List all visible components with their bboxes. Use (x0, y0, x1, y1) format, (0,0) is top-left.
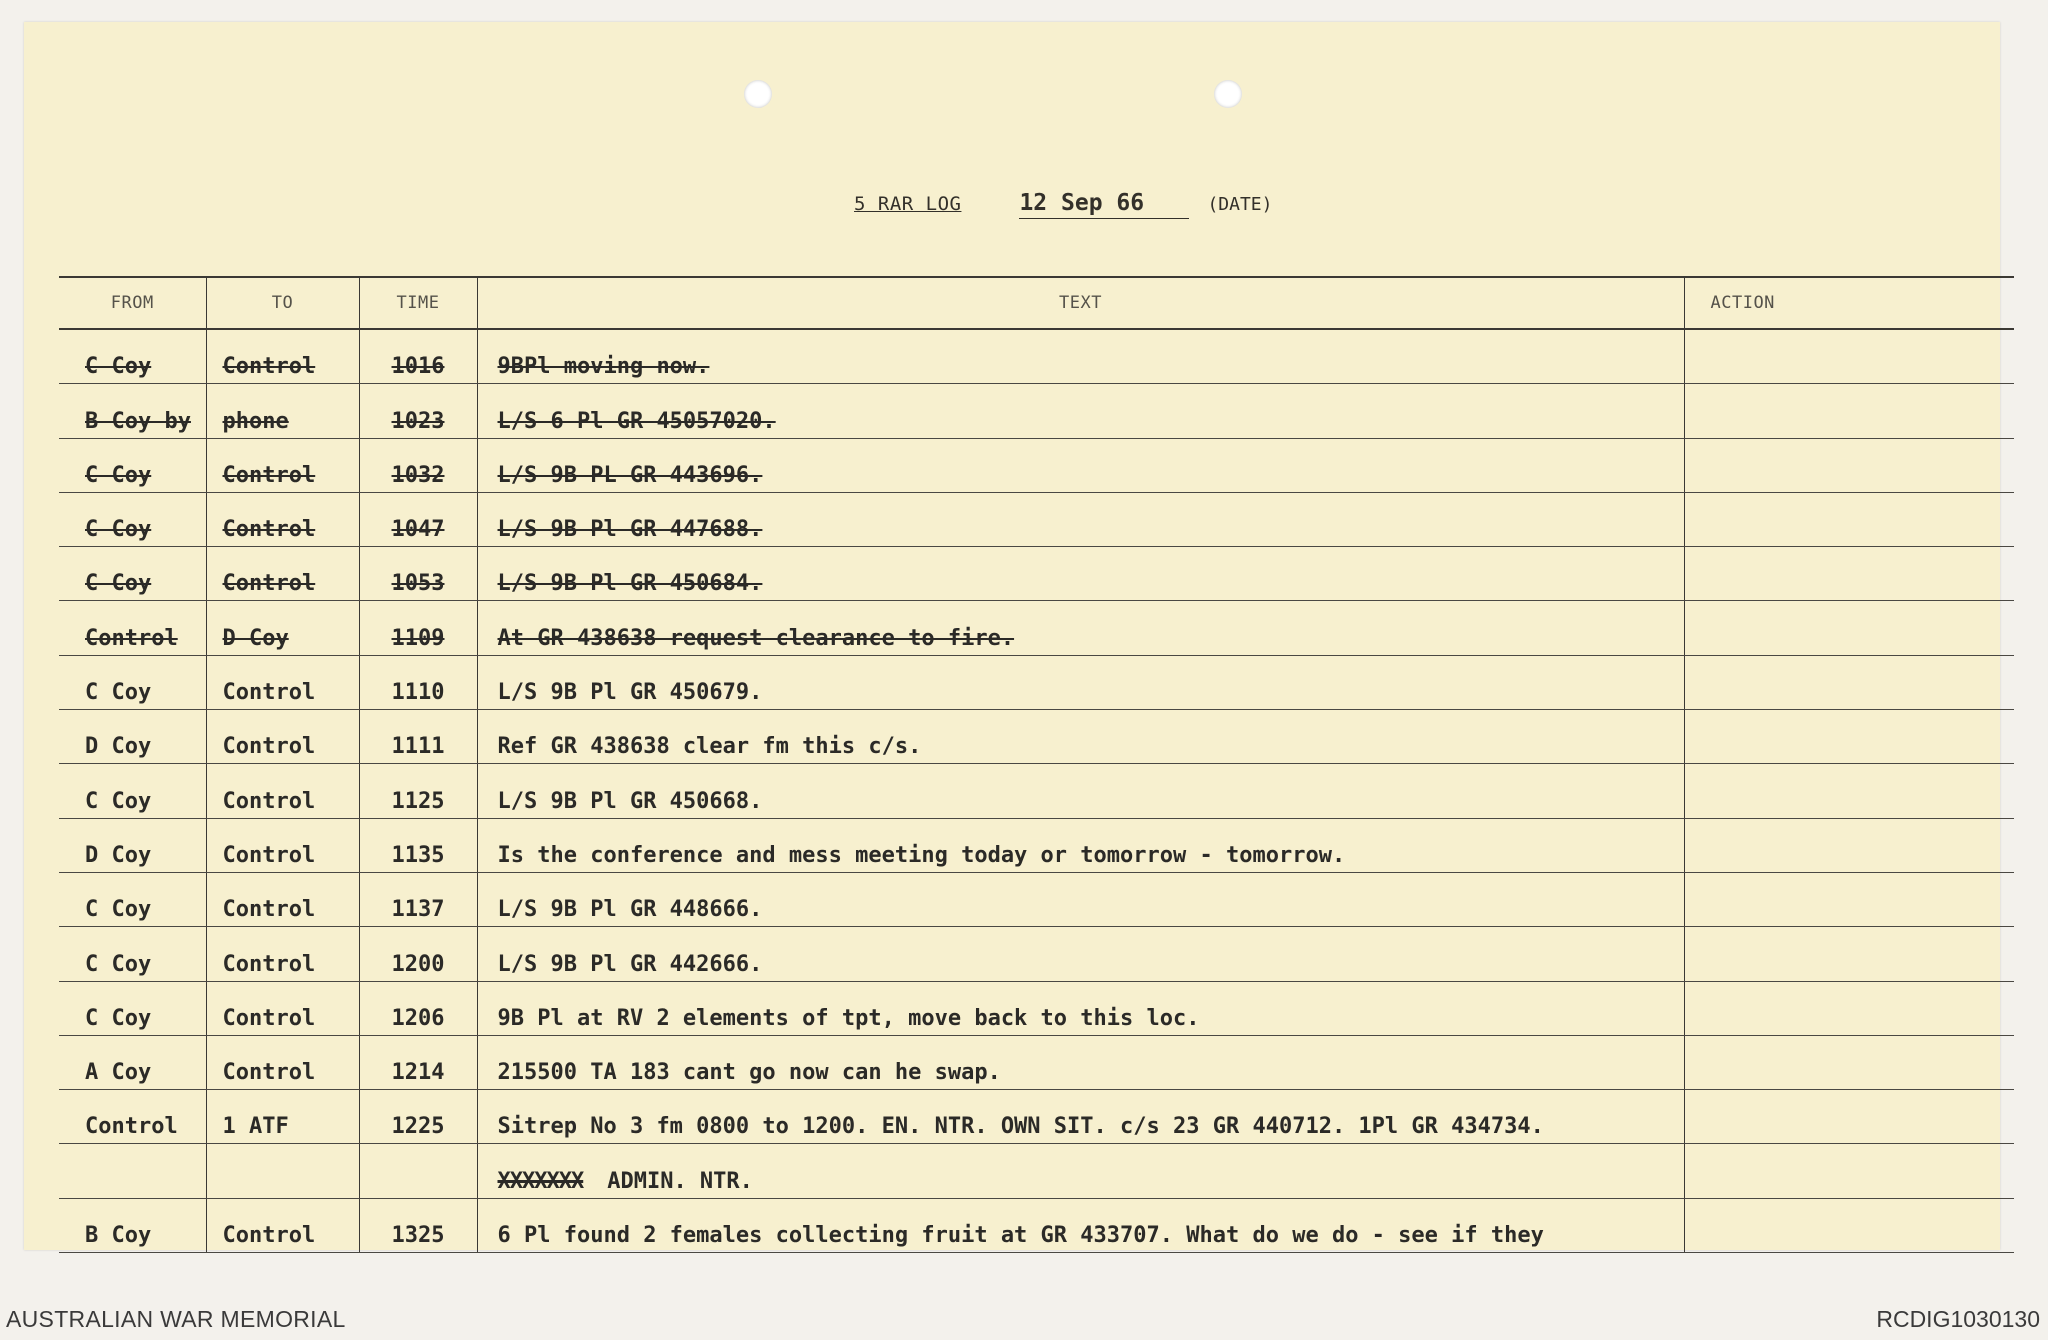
entry-to: phone (206, 384, 359, 438)
entry-action (1684, 927, 2014, 981)
entry-time: 1325 (359, 1198, 477, 1252)
log-row (59, 818, 2014, 872)
entry-text: 6 Pl found 2 females collecting fruit at GR 433707. What do we do - see if they (477, 1198, 1684, 1252)
entry-to: Control (206, 547, 359, 601)
entry-time: 1053 (359, 547, 477, 601)
entry-from: Control (59, 601, 206, 655)
log-row (59, 547, 2014, 601)
entry-text-value: ADMIN. NTR. (607, 1168, 753, 1194)
punch-hole (744, 80, 772, 108)
entry-text: 9B Pl at RV 2 elements of tpt, move back to this loc. (477, 981, 1684, 1035)
entry-to: D Coy (206, 601, 359, 655)
log-row (59, 492, 2014, 546)
column-header-from: FROM (59, 277, 206, 329)
punch-hole (1214, 80, 1242, 108)
unit-title: 5 RAR LOG (854, 193, 962, 215)
log-row (59, 1035, 2014, 1089)
entry-text: At GR 438638 request clearance to fire. (477, 601, 1684, 655)
entry-from: C Coy (59, 438, 206, 492)
entry-text: Sitrep No 3 fm 0800 to 1200. EN. NTR. OWN SIT. c/s 23 GR 440712. 1Pl GR 434734. (477, 1090, 1684, 1144)
entry-to: Control (206, 1035, 359, 1089)
entry-text: L/S 9B Pl GR 442666. (477, 927, 1684, 981)
entry-to: Control (206, 764, 359, 818)
entry-time: 1109 (359, 601, 477, 655)
entry-from: C Coy (59, 927, 206, 981)
entry-action (1684, 329, 2014, 384)
archive-credit: AUSTRALIAN WAR MEMORIAL (6, 1306, 346, 1332)
column-header-to: TO (206, 277, 359, 329)
entry-time: 1047 (359, 492, 477, 546)
entry-action (1684, 547, 2014, 601)
entry-text: L/S 9B Pl GR 447688. (477, 492, 1684, 546)
entry-action (1684, 492, 2014, 546)
entry-from: A Coy (59, 1035, 206, 1089)
log-row (59, 1144, 2014, 1198)
log-body (59, 329, 2014, 1253)
log-row (59, 601, 2014, 655)
entry-time: 1137 (359, 872, 477, 926)
log-row (59, 384, 2014, 438)
entry-to: Control (206, 438, 359, 492)
entry-from: C Coy (59, 981, 206, 1035)
entry-text: L/S 9B Pl GR 450684. (477, 547, 1684, 601)
entry-time: 1023 (359, 384, 477, 438)
entry-to: Control (206, 710, 359, 764)
entry-action (1684, 710, 2014, 764)
entry-action (1684, 438, 2014, 492)
log-row (59, 438, 2014, 492)
entry-to: Control (206, 818, 359, 872)
entry-time: 1110 (359, 655, 477, 709)
entry-text: Is the conference and mess meeting today or tomorrow - tomorrow. (477, 818, 1684, 872)
entry-action (1684, 818, 2014, 872)
entry-text: L/S 6 Pl GR 45057020. (477, 384, 1684, 438)
log-row (59, 981, 2014, 1035)
log-row (59, 927, 2014, 981)
entry-time: 1135 (359, 818, 477, 872)
entry-text: 215500 TA 183 cant go now can he swap. (477, 1035, 1684, 1089)
log-row (59, 710, 2014, 764)
entry-time: 1214 (359, 1035, 477, 1089)
entry-action (1684, 1144, 2014, 1198)
entry-action (1684, 384, 2014, 438)
column-header-time: TIME (359, 277, 477, 329)
entry-action (1684, 1090, 2014, 1144)
entry-time: 1016 (359, 329, 477, 384)
entry-from: C Coy (59, 329, 206, 384)
entry-time: 1225 (359, 1090, 477, 1144)
entry-to: Control (206, 492, 359, 546)
entry-time (359, 1144, 477, 1198)
entry-from: C Coy (59, 872, 206, 926)
entry-time: 1032 (359, 438, 477, 492)
entry-text: L/S 9B Pl GR 450668. (477, 764, 1684, 818)
entry-time: 1125 (359, 764, 477, 818)
log-sheet (24, 22, 2000, 1250)
log-row (59, 1090, 2014, 1144)
archive-id: RCDIG1030130 (1876, 1306, 2040, 1332)
log-row (59, 764, 2014, 818)
entry-to: 1 ATF (206, 1090, 359, 1144)
entry-from: C Coy (59, 655, 206, 709)
entry-text: L/S 9B Pl GR 448666. (477, 872, 1684, 926)
entry-action (1684, 1198, 2014, 1252)
entry-text: Ref GR 438638 clear fm this c/s. (477, 710, 1684, 764)
entry-from: B Coy (59, 1198, 206, 1252)
log-row (59, 329, 2014, 384)
entry-text: L/S 9B PL GR 443696. (477, 438, 1684, 492)
entry-to: Control (206, 981, 359, 1035)
entry-from: D Coy (59, 818, 206, 872)
entry-action (1684, 872, 2014, 926)
entry-to: Control (206, 872, 359, 926)
log-row (59, 655, 2014, 709)
log-table (59, 276, 2014, 1253)
log-row (59, 872, 2014, 926)
entry-time: 1206 (359, 981, 477, 1035)
entry-text: 9BPl moving now. (477, 329, 1684, 384)
entry-action (1684, 981, 2014, 1035)
entry-action (1684, 601, 2014, 655)
entry-action (1684, 655, 2014, 709)
entry-to (206, 1144, 359, 1198)
entry-from (59, 1144, 206, 1198)
header-row (59, 277, 2014, 329)
entry-to: Control (206, 329, 359, 384)
column-header-text: TEXT (477, 277, 1684, 329)
entry-time: 1111 (359, 710, 477, 764)
entry-from: C Coy (59, 764, 206, 818)
log-header (854, 190, 1272, 219)
entry-to: Control (206, 927, 359, 981)
entry-from: D Coy (59, 710, 206, 764)
entry-action (1684, 1035, 2014, 1089)
entry-text: L/S 9B Pl GR 450679. (477, 655, 1684, 709)
entry-to: Control (206, 655, 359, 709)
entry-from: C Coy (59, 547, 206, 601)
entry-from: Control (59, 1090, 206, 1144)
entry-from: B Coy by (59, 384, 206, 438)
entry-time: 1200 (359, 927, 477, 981)
log-date: 12 Sep 66 (1019, 190, 1189, 219)
column-header-action: ACTION (1684, 277, 2014, 329)
log-row (59, 1198, 2014, 1252)
entry-from: C Coy (59, 492, 206, 546)
typed-over-text: XXXXXXX (497, 1168, 584, 1194)
entry-text (477, 1144, 1684, 1198)
date-label: (DATE) (1207, 194, 1273, 215)
entry-action (1684, 764, 2014, 818)
entry-to: Control (206, 1198, 359, 1252)
